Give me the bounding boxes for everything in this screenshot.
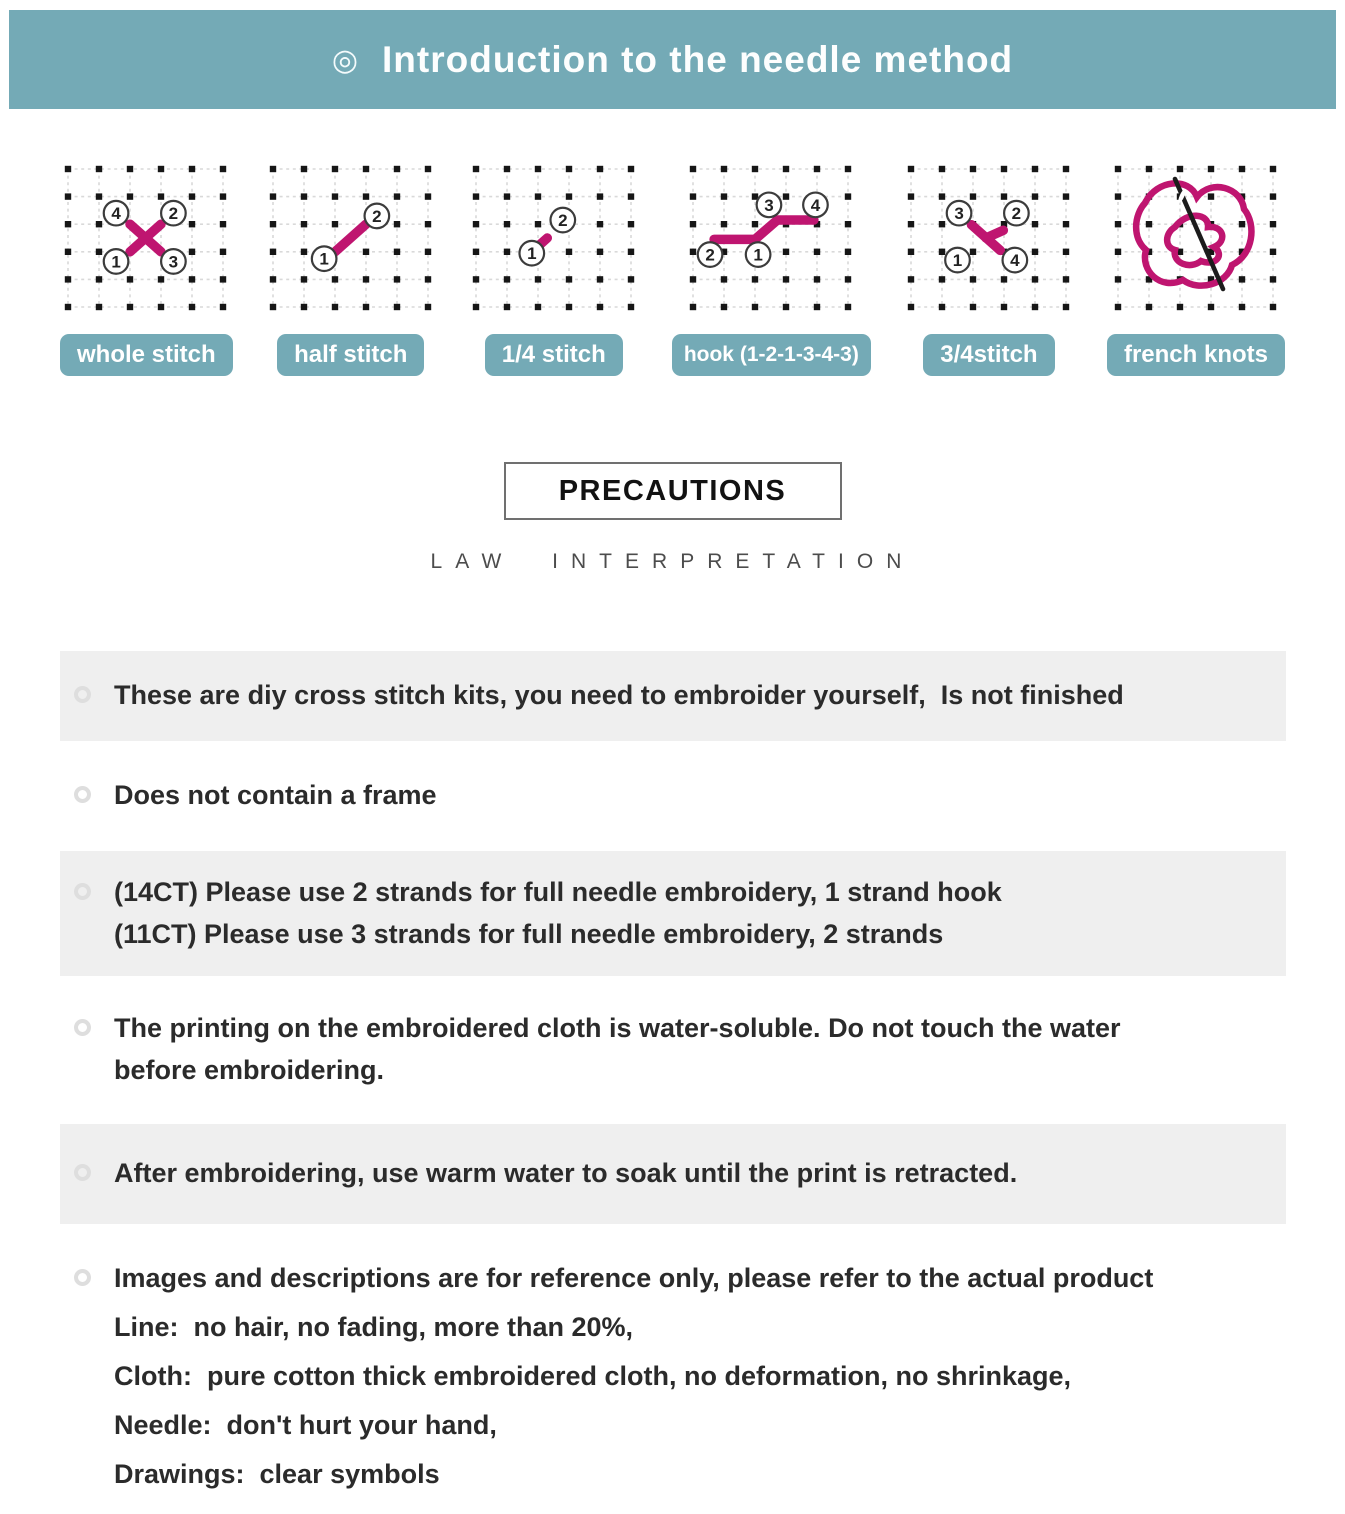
product-description-page xyxy=(0,10,1345,1510)
stitch-label: half stitch xyxy=(277,334,424,376)
precaution-item xyxy=(60,976,1286,1124)
stitch-label: 1/4 stitch xyxy=(485,334,623,376)
precaution-item xyxy=(60,741,1286,851)
stitch-grid-threequarter xyxy=(904,163,1074,313)
svg-text:2: 2 xyxy=(371,206,382,226)
note-line: Needle: don't hurt your hand, xyxy=(114,1410,497,1441)
svg-text:1: 1 xyxy=(952,251,963,271)
note-lines xyxy=(114,775,437,817)
note-line: Line: no hair, no fading, more than 20%, xyxy=(114,1312,634,1343)
note-line: (14CT) Please use 2 strands for full needle embroidery, 1 strand hook xyxy=(114,876,1002,907)
svg-text:2: 2 xyxy=(1011,204,1022,224)
bullet-ring-icon xyxy=(74,883,91,900)
svg-text:4: 4 xyxy=(811,195,821,215)
note-line: before embroidering. xyxy=(114,1055,385,1086)
note-line: Images and descriptions are for reference only, please refer to the actual product xyxy=(114,1262,1154,1293)
bullet-ring-icon xyxy=(74,1269,91,1286)
note-line: Drawings: clear symbols xyxy=(114,1459,440,1490)
bullet-ring-icon xyxy=(74,786,91,803)
stitch-diagram-quarter xyxy=(469,163,639,376)
stitch-grid-whole xyxy=(61,163,231,313)
precaution-item xyxy=(60,1224,1286,1514)
precautions-title: PRECAUTIONS xyxy=(558,474,787,507)
stitch-diagrams-row xyxy=(0,163,1345,376)
precaution-item xyxy=(60,851,1286,977)
svg-text:4: 4 xyxy=(1010,251,1020,271)
svg-text:2: 2 xyxy=(169,204,179,224)
header-banner xyxy=(9,10,1336,109)
note-line: (11CT) Please use 3 strands for full needle embroidery, 2 strands xyxy=(114,918,944,949)
note-line: Does not contain a frame xyxy=(114,779,437,810)
note-line: Cloth: pure cotton thick embroidered cloth, no deformation, no shrinkage, xyxy=(114,1361,1072,1392)
law-interpretation-subtitle: LAW INTERPRETATION xyxy=(430,550,915,573)
stitch-label: whole stitch xyxy=(60,334,233,376)
svg-text:1: 1 xyxy=(319,249,329,269)
precaution-list xyxy=(60,651,1286,1514)
precaution-item xyxy=(60,1124,1286,1224)
stitch-label: french knots xyxy=(1107,334,1285,376)
note-lines xyxy=(114,872,1002,956)
precautions-heading-box xyxy=(504,462,842,520)
stitch-grid-hook xyxy=(686,163,856,313)
note-lines xyxy=(114,1254,1153,1500)
stitch-label: 3/4stitch xyxy=(923,334,1054,376)
stitch-grid-french xyxy=(1111,163,1281,313)
stitch-label: hook (1-2-1-3-4-3) xyxy=(672,334,871,376)
note-lines xyxy=(114,1153,1017,1195)
bullet-ring-icon xyxy=(74,1164,91,1181)
stitch-diagram-half xyxy=(266,163,436,376)
svg-text:1: 1 xyxy=(526,244,537,264)
stitch-diagram-french xyxy=(1107,163,1285,376)
stitch-grid-quarter xyxy=(469,163,639,313)
svg-text:4: 4 xyxy=(111,204,122,224)
stitch-diagram-threequarter xyxy=(904,163,1074,376)
stitch-grid-half xyxy=(266,163,436,313)
page-title: Introduction to the needle method xyxy=(382,38,1014,80)
note-line: The printing on the embroidered cloth is water-soluble. Do not touch the water xyxy=(114,1013,1121,1044)
bullet-ring-icon xyxy=(74,1019,91,1036)
note-lines xyxy=(114,675,1124,717)
precautions-section xyxy=(0,462,1345,1514)
svg-text:3: 3 xyxy=(764,195,775,215)
note-line: After embroidering, use warm water to soak until the print is retracted. xyxy=(114,1158,1018,1189)
bullet-ring-icon xyxy=(74,686,91,703)
svg-text:2: 2 xyxy=(705,245,716,265)
note-lines xyxy=(114,1008,1121,1092)
svg-text:3: 3 xyxy=(954,204,964,224)
stitch-diagram-whole xyxy=(60,163,233,376)
double-circle-icon: ◎ xyxy=(331,44,359,77)
note-line: These are diy cross stitch kits, you need to embroider yourself, Is not finished xyxy=(114,680,1124,710)
svg-text:2: 2 xyxy=(557,211,568,231)
svg-text:3: 3 xyxy=(169,252,179,272)
svg-text:1: 1 xyxy=(111,252,122,272)
precaution-item xyxy=(60,651,1286,741)
stitch-diagram-hook xyxy=(672,163,871,376)
svg-text:1: 1 xyxy=(753,245,764,265)
